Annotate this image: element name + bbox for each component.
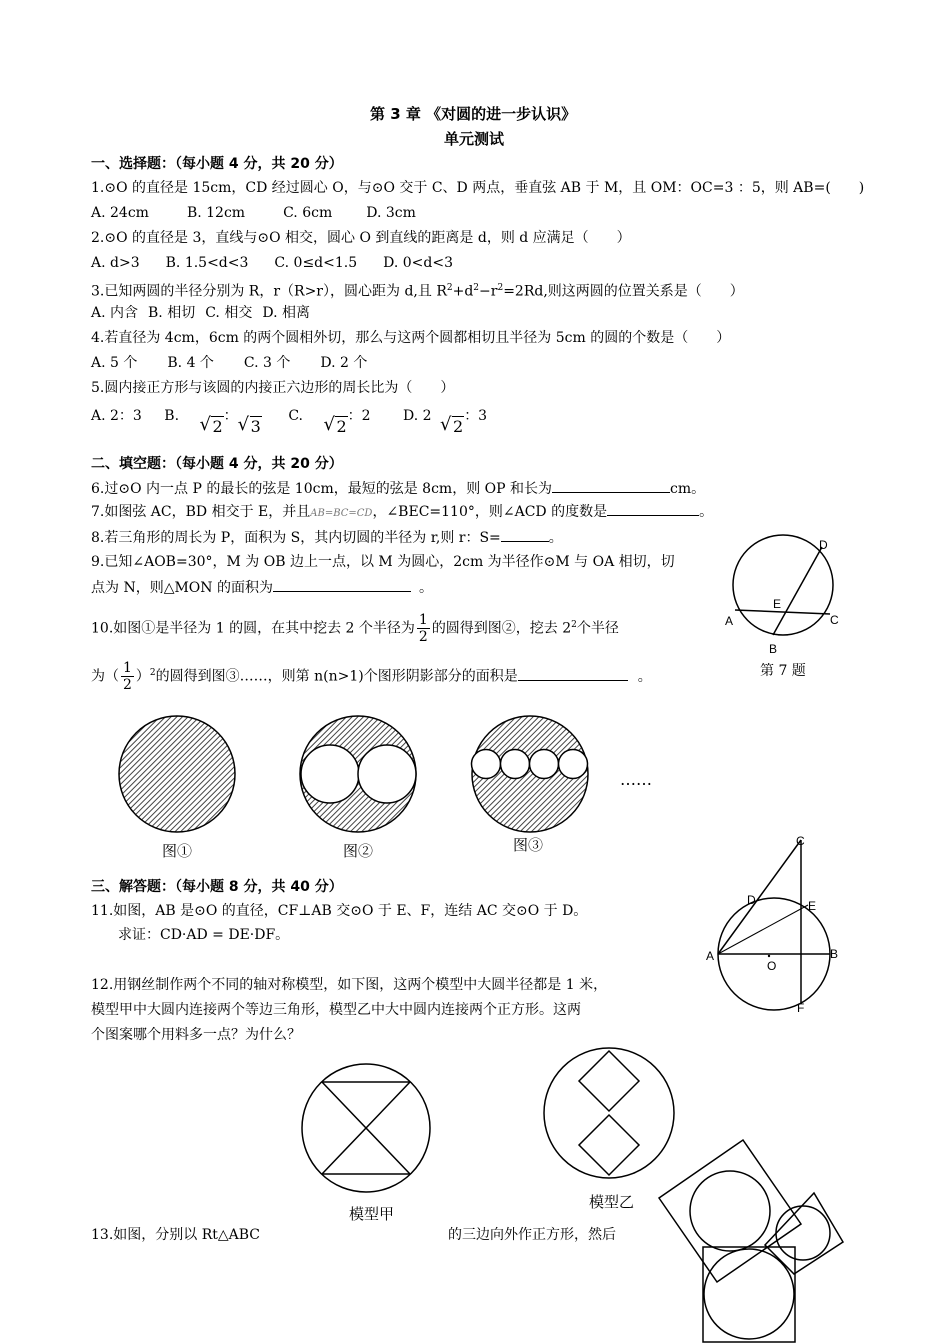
question-7: 7.如图弦 AC，BD 相交于 E，并且AB=BC=CD，∠BEC=110°，则∠ACD 的度数是 。 — [91, 501, 713, 524]
section3-heading: 三、解答题：（每小题 8 分，共 40 分） — [91, 879, 343, 895]
question-13-part2: 的三边向外作正方形，然后 — [448, 1227, 616, 1243]
figure-q11 — [700, 832, 850, 1017]
fig7-label-c: C — [830, 613, 839, 627]
question-4-options: A. 5 个 B. 4 个 C. 3 个 D. 2 个 — [91, 355, 368, 371]
figure-q13 — [655, 1134, 855, 1344]
question-8: 8.若三角形的周长为 P，面积为 S，其内切圆的半径为 r,则 r：S= 。 — [91, 527, 563, 548]
fig7-label-d: D — [819, 538, 828, 552]
answer-blank-6[interactable] — [552, 478, 670, 493]
fig11-label-d: D — [747, 893, 756, 907]
question-12-line2: 模型甲中大圆内连接两个等边三角形，模型乙中大中圆内连接两个正方形。这两 — [91, 1002, 581, 1018]
figure-1-circle — [119, 716, 235, 832]
model-a-label: 模型甲 — [349, 1205, 395, 1223]
question-9-line1: 9.已知∠AOB=30°，M 为 OB 边上一点，以 M 为圆心，2cm 为半径作⊙M 与 OA 相切，切 — [91, 554, 675, 570]
answer-blank-10[interactable] — [518, 666, 628, 681]
question-1: 1.⊙O 的直径是 15cm，CD 经过圆心 O，与⊙O 交于 C、D 两点，垂直弦 AB 于 M，且 OM：OC=3 ：5，则 AB=( ) — [91, 180, 865, 196]
answer-blank-7[interactable] — [607, 501, 699, 516]
question-6: 6.过⊙O 内一点 P 的最长的弦是 10cm，最短的弦是 8cm，则 OP 和长为 cm。 — [91, 478, 705, 499]
question-10-line2: 为（ $\frac{1}{2}$ ）$^2$的圆得到图③……，则第 n(n>1)个图形阴影部分的面积是 。 — [91, 660, 652, 693]
section2-heading: 二、填空题：（每小题 4 分，共 20 分） — [91, 456, 343, 472]
question-13-part1: 13.如图，分别以 Rt△ABC — [91, 1227, 261, 1243]
section1-heading: 一、选择题：（每小题 4 分，共 20 分） — [91, 156, 343, 172]
fig-caption-2: 图② — [343, 842, 374, 860]
question-3: 3.已知两圆的半径分别为 R，r（R>r），圆心距为 d,且 $R^2+d^2-r^2=2Rd$,则这两圆的位置关系是（ ） — [91, 283, 744, 300]
fig11-label-o: O — [767, 959, 777, 973]
figure-ellipsis: …… — [620, 770, 652, 789]
fig11-label-c: C — [796, 834, 805, 848]
fig7-label-e: E — [773, 597, 782, 611]
question-5-options: A. 2：3 B. √ 2：√ 3 C. √ 2：2 D. 2 √ 2：3 — [91, 405, 487, 426]
fig11-label-b: B — [830, 947, 839, 961]
question-4: 4.若直径为 4cm，6cm 的两个圆相外切，那么与这两个圆都相切且半径为 5cm 的圆的个数是（ ） — [91, 330, 731, 346]
fig11-label-f: F — [797, 1001, 805, 1015]
page-title: 第 3 章 《对圆的进一步认识》 — [370, 105, 577, 123]
figure-q7 — [718, 532, 848, 662]
question-9-line2: 点为 N，则△MON 的面积为 。 — [91, 577, 433, 598]
answer-blank-8[interactable] — [501, 527, 549, 542]
fig-caption-3: 图③ — [513, 836, 544, 854]
model-a-figure — [298, 1060, 438, 1200]
question-11: 11.如图，AB 是⊙O 的直径，CF⊥AB 交⊙O 于 E、F，连结 AC 交⊙O 于 D。 — [91, 903, 588, 919]
answer-blank-9[interactable] — [273, 577, 411, 592]
question-12-line3: 个图案哪个用料多一点？为什么？ — [91, 1027, 301, 1043]
question-12-line1: 12.用钢丝制作两个不同的轴对称模型，如下图，这两个模型中大圆半径都是 1 米， — [91, 977, 608, 993]
fig11-label-a: A — [706, 949, 715, 963]
question-10-line1: 10.如图①是半径为 1 的圆，在其中挖去 2 个半径为 $\frac{1}{2}$ 的圆得到图②，挖去 $2^2$个半径 — [91, 612, 619, 645]
question-2: 2.⊙O 的直径是 3，直线与⊙O 相交，圆心 O 到直线的距离是 d，则 d 应满足（ ） — [91, 230, 631, 246]
fig7-label-a: A — [725, 614, 734, 628]
question-11-prove: 求证：CD·AD = DE·DF。 — [118, 927, 290, 943]
model-b-label: 模型乙 — [589, 1193, 635, 1211]
fig7-caption: 第 7 题 — [760, 663, 806, 679]
question-3-options: A. 内含 B. 相切 C. 相交 D. 相离 — [91, 305, 310, 321]
figure-q10-set — [110, 715, 630, 835]
question-2-options: A. d>3 B. 1.5<d<3 C. 0≤d<1.5 D. 0<d<3 — [91, 255, 454, 271]
page-subtitle: 单元测试 — [444, 130, 505, 148]
question-5: 5.圆内接正方形与该圆的内接正六边形的周长比为（ ） — [91, 380, 455, 396]
question-1-options: A. 24cm B. 12cm C. 6cm D. 3cm — [91, 205, 416, 221]
fig7-label-b: B — [769, 642, 778, 656]
fig-caption-1: 图① — [162, 842, 193, 860]
fig11-label-e: E — [808, 899, 817, 913]
